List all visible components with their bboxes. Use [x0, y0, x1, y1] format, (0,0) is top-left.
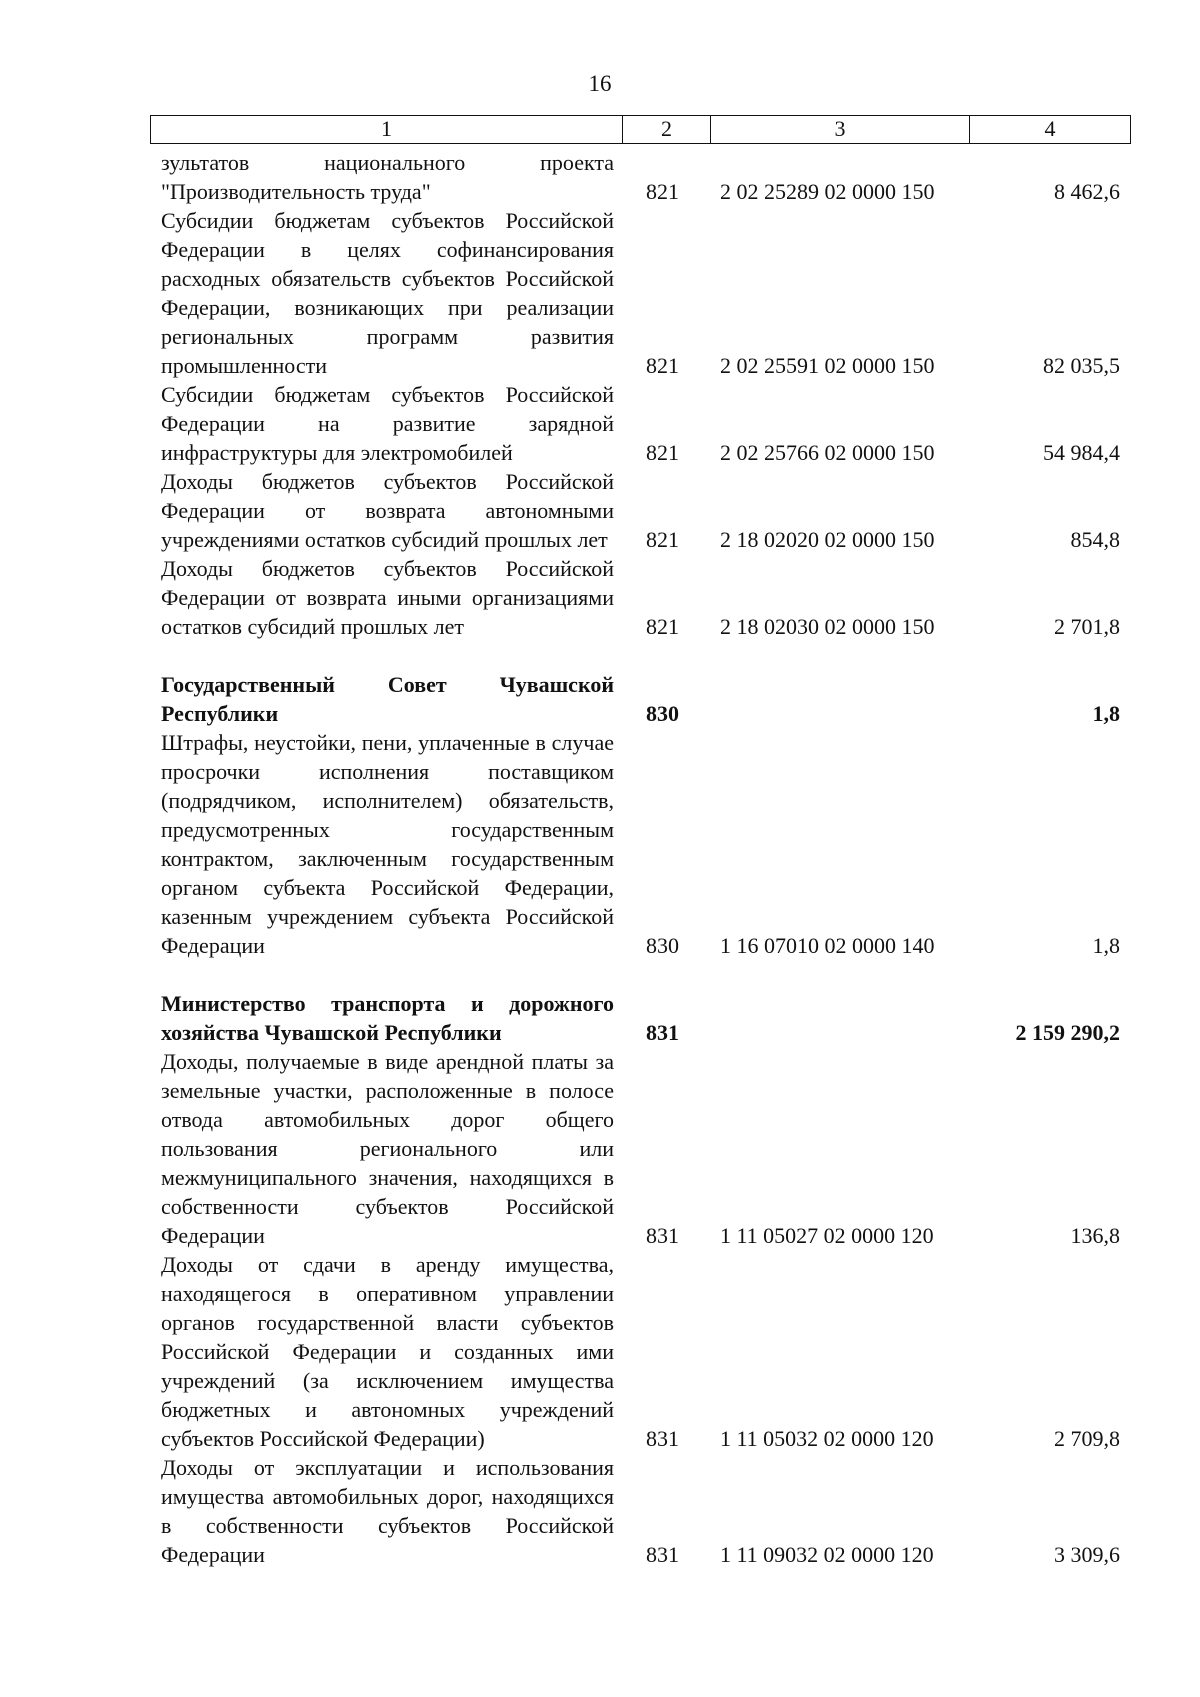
- revenue-code: 2 02 25766 02 0000 150: [720, 440, 935, 465]
- revenue-code: 2 18 02030 02 0000 150: [720, 614, 935, 639]
- row-description: Доходы, получаемые в виде арендной платы за земельные участки, расположенные в полосе отвода автомобильных дорог общего пользования регионального или межмуниципального значения, находящихся в собственности субъектов Российской Федерации: [161, 1049, 614, 1248]
- admin-code: 821: [646, 614, 679, 639]
- row-description: Субсидии бюджетам субъектов Российской Федерации на развитие зарядной инфраструктуры для электромобилей: [161, 382, 614, 465]
- row-description: зультатов национального проекта "Производительность труда": [161, 150, 614, 204]
- revenue-code: 1 11 05032 02 0000 120: [720, 1426, 934, 1451]
- amount: 854,8: [1070, 527, 1120, 552]
- table-row: [0, 206, 1200, 380]
- revenue-table-body: [0, 148, 1200, 1569]
- admin-code: 821: [646, 179, 679, 204]
- admin-code: 821: [646, 353, 679, 378]
- admin-code: 831: [646, 1223, 679, 1248]
- amount: 8 462,6: [1054, 179, 1120, 204]
- section-title: Министерство транспорта и дорожного хозяйства Чувашской Республики: [161, 991, 614, 1045]
- section-title: Государственный Совет Чувашской Республики: [161, 672, 614, 726]
- revenue-code: 2 02 25289 02 0000 150: [720, 179, 935, 204]
- admin-code: 831: [646, 1426, 679, 1451]
- column-header-3: 3: [711, 116, 970, 143]
- row-description: Субсидии бюджетам субъектов Российской Федерации в целях софинансирования расходных обязательств субъектов Российской Федерации, возникающих при реализации региональных программ развития промышленности: [161, 208, 614, 378]
- row-description: Доходы бюджетов субъектов Российской Федерации от возврата автономными учреждениями остатков субсидий прошлых лет: [161, 469, 614, 552]
- row-description: Штрафы, неустойки, пени, уплаченные в случае просрочки исполнения поставщиком (подрядчиком, исполнителем) обязательств, предусмотренных государственным контрактом, заключенным государственным органом субъекта Российской Федерации, казенным учреждением субъекта Российской Федерации: [161, 730, 614, 958]
- revenue-code: 1 11 05027 02 0000 120: [720, 1223, 934, 1248]
- row-description: Доходы от эксплуатации и использования имущества автомобильных дорог, находящихся в собственности субъектов Российской Федерации: [161, 1455, 614, 1567]
- admin-code: 821: [646, 527, 679, 552]
- amount: 1,8: [1092, 933, 1120, 958]
- amount: 1,8: [1092, 701, 1120, 726]
- revenue-code: 1 16 07010 02 0000 140: [720, 933, 935, 958]
- admin-code: 831: [646, 1020, 679, 1045]
- section-heading-row: [0, 989, 1200, 1047]
- admin-code: 830: [646, 933, 679, 958]
- column-header-4: 4: [1044, 116, 1056, 141]
- table-row: [0, 554, 1200, 641]
- amount: 2 159 290,2: [1015, 1020, 1120, 1045]
- amount: 136,8: [1070, 1223, 1120, 1248]
- table-row: [0, 1250, 1200, 1453]
- table-row: [0, 1047, 1200, 1250]
- table-row: [0, 728, 1200, 960]
- admin-code: 830: [646, 701, 679, 726]
- table-row: [0, 380, 1200, 467]
- table-row: [0, 1453, 1200, 1569]
- revenue-code: 2 02 25591 02 0000 150: [720, 353, 935, 378]
- amount: 82 035,5: [1043, 353, 1120, 378]
- table-row: [0, 467, 1200, 554]
- revenue-code: 2 18 02020 02 0000 150: [720, 527, 935, 552]
- section-heading-row: [0, 670, 1200, 728]
- table-header: [150, 115, 1131, 144]
- column-header-1: 1: [151, 116, 623, 143]
- row-description: Доходы от сдачи в аренду имущества, находящегося в оперативном управлении органов государственной власти субъектов Российской Федерации и созданных ими учреждений (за исключением имущества бюджетных и автономных учреждений субъектов Российской Федерации): [161, 1252, 614, 1451]
- row-description: Доходы бюджетов субъектов Российской Федерации от возврата иными организациями остатков субсидий прошлых лет: [161, 556, 614, 639]
- amount: 2 709,8: [1054, 1426, 1120, 1451]
- page-number: 16: [588, 71, 612, 96]
- amount: 54 984,4: [1043, 440, 1120, 465]
- admin-code: 821: [646, 440, 679, 465]
- column-header-2: 2: [623, 116, 711, 143]
- table-row: [0, 148, 1200, 206]
- admin-code: 831: [646, 1542, 679, 1567]
- amount: 3 309,6: [1054, 1542, 1120, 1567]
- revenue-code: 1 11 09032 02 0000 120: [720, 1542, 934, 1567]
- amount: 2 701,8: [1054, 614, 1120, 639]
